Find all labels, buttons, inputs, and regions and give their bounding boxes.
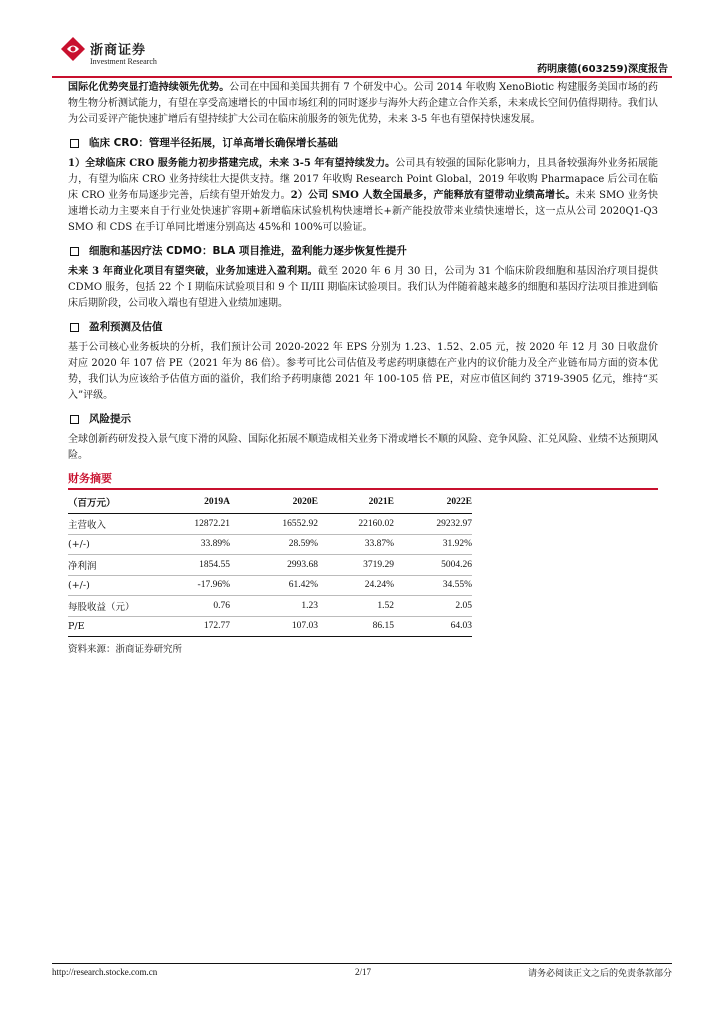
table-cell: 16552.92 xyxy=(230,514,318,535)
table-row xyxy=(68,534,472,555)
table-row xyxy=(68,555,472,576)
table-cell: 5004.26 xyxy=(394,555,472,576)
table-cell: 12872.21 xyxy=(140,514,230,535)
checkbox-bullet-icon xyxy=(70,415,79,424)
main-content xyxy=(68,80,658,655)
table-header-cell: 2020E xyxy=(230,490,318,514)
table-cell: 1.52 xyxy=(318,596,394,617)
table-cell: 2993.68 xyxy=(230,555,318,576)
report-title: 药明康德(603259)深度报告 xyxy=(537,64,668,75)
financial-summary-table xyxy=(68,490,472,637)
table-cell: P/E xyxy=(68,616,140,637)
risk-paragraph: 全球创新药研发投入景气度下滑的风险、国际化拓展不顺造成相关业务下滑或增长不顺的风险、竞争风险、汇兑风险、业绩不达预期风险。 xyxy=(68,434,658,461)
table-cell: 2.05 xyxy=(394,596,472,617)
table-cell: 33.87% xyxy=(318,534,394,555)
table-row xyxy=(68,596,472,617)
table-cell: 86.15 xyxy=(318,616,394,637)
brand-tagline: Investment Research xyxy=(90,57,157,66)
table-source-note: 资料来源：浙商证券研究所 xyxy=(68,644,183,655)
page-header xyxy=(52,28,672,76)
intro-lead: 国际化优势突显打造持续领先优势。 xyxy=(68,82,230,93)
intro-text: 公司在中国和美国共拥有 7 个研发中心。公司 2014 年收购 XenoBiotic 构建服务美国市场的药物生物分析测试能力，有望在享受高速增长的中国市场红利的同时逐步与海外大药企建立合作关系，未来成长空间仍值得期待。我们认为公司妥评产能快速扩增后有望持续扩大公司在临床前服务的领先优势，未来 3-5 年也有望保持快速发展。 xyxy=(68,82,658,125)
footer-divider xyxy=(52,963,672,964)
table-header-cell: （百万元） xyxy=(68,490,140,514)
table-cell: 主营收入 xyxy=(68,514,140,535)
table-row xyxy=(68,616,472,637)
table-cell: 31.92% xyxy=(394,534,472,555)
intro-paragraph xyxy=(68,80,658,128)
table-cell: 1.23 xyxy=(230,596,318,617)
cdmo-paragraph: 未来 3 年商业化项目有望突破，业务加速进入盈利期。截至 2020 年 6 月 30 日，公司为 31 个临床阶段细胞和基因治疗项目提供 CDMO 服务，包括 22 个 I 期临床试验项目和 9 个 II/III 期临床试验项目。我们认为伴随着越来越多的细胞和基因疗法项目推进到临床后期阶段，公司收入端也有望进入业绩加速期。 xyxy=(68,266,658,309)
table-cell: (+/-) xyxy=(68,534,140,555)
checkbox-bullet-icon xyxy=(70,323,79,332)
table-cell: (+/-) xyxy=(68,575,140,596)
financial-summary-title: 财务摘要 xyxy=(68,472,112,485)
footer-disclaimer: 请务必阅读正文之后的免责条款部分 xyxy=(527,969,672,979)
table-row xyxy=(68,575,472,596)
cro-paragraph: 1）全球临床 CRO 服务能力初步搭建完成，未来 3-5 年有望持续发力。公司具有较强的国际化影响力，且具备较强海外业务拓展能力，有望为临床 CRO 业务持续壮大提供支持。继 2017 年收购 Research Point Global，2019 年收购 Pharmapace 后公司在临床 CRO 业务布局逐步完善，后续有望开始发力。2）公司 SMO 人数全国最多，产能释放有望带动业绩高增长。未来 SMO 业务快速增长动力主要来自于行业处快速扩容期+新增临床试验机构快速增长+新产能投放带来业绩快速增长，这一点从公司 2020Q1-Q3 SMO 和 CDS 在手订单同比增速分别高达 45%和 100%可以验证。 xyxy=(68,158,659,233)
table-cell: 每股收益（元） xyxy=(68,596,140,617)
table-header-cell: 2019A xyxy=(140,490,230,514)
table-cell: 61.42% xyxy=(230,575,318,596)
brand-name: 浙商证券 xyxy=(90,43,147,58)
table-cell: 28.59% xyxy=(230,534,318,555)
table-cell: 0.76 xyxy=(140,596,230,617)
table-cell: -17.96% xyxy=(140,575,230,596)
logo-icon xyxy=(60,36,86,62)
table-cell: 33.89% xyxy=(140,534,230,555)
page-number: 2/17 xyxy=(355,967,372,977)
table-cell: 107.03 xyxy=(230,616,318,637)
table-cell: 34.55% xyxy=(394,575,472,596)
section-heading-risk: 风险提示 xyxy=(68,410,658,428)
table-cell: 64.03 xyxy=(394,616,472,637)
table-cell: 净利润 xyxy=(68,555,140,576)
table-cell: 172.77 xyxy=(140,616,230,637)
checkbox-bullet-icon xyxy=(70,247,79,256)
section-heading-forecast: 盈利预测及估值 xyxy=(68,318,658,336)
table-header-cell: 2021E xyxy=(318,490,394,514)
table-cell: 3719.29 xyxy=(318,555,394,576)
table-header-cell: 2022E xyxy=(394,490,472,514)
header-divider xyxy=(52,76,672,78)
section-heading-cdmo: 细胞和基因疗法 CDMO：BLA 项目推进，盈利能力逐步恢复性提升 xyxy=(68,242,658,260)
table-cell: 24.24% xyxy=(318,575,394,596)
forecast-paragraph: 基于公司核心业务板块的分析，我们预计公司 2020-2022 年 EPS 分别为 1.23、1.52、2.05 元，按 2020 年 12 月 30 日收盘价对应 2020 年 107 倍 PE（2021 年为 86 倍）。参考可比公司估值及考虑药明康德在产业内的议价能力及全产业链布局方面的资本优势，我们认为应该给予估值方面的溢价，我们给予药明康德 2021 年 100-105 倍 PE，对应市值区间约 3719-3905 亿元，维持“买入”评级。 xyxy=(68,342,658,401)
table-cell: 22160.02 xyxy=(318,514,394,535)
footer-url-link[interactable]: http://research.stocke.com.cn xyxy=(52,967,158,977)
table-row xyxy=(68,514,472,535)
table-cell: 1854.55 xyxy=(140,555,230,576)
table-cell: 29232.97 xyxy=(394,514,472,535)
table-header-row xyxy=(68,490,472,514)
section-heading-cro: 临床 CRO：管理半径拓展，订单高增长确保增长基础 xyxy=(68,134,658,152)
checkbox-bullet-icon xyxy=(70,139,79,148)
